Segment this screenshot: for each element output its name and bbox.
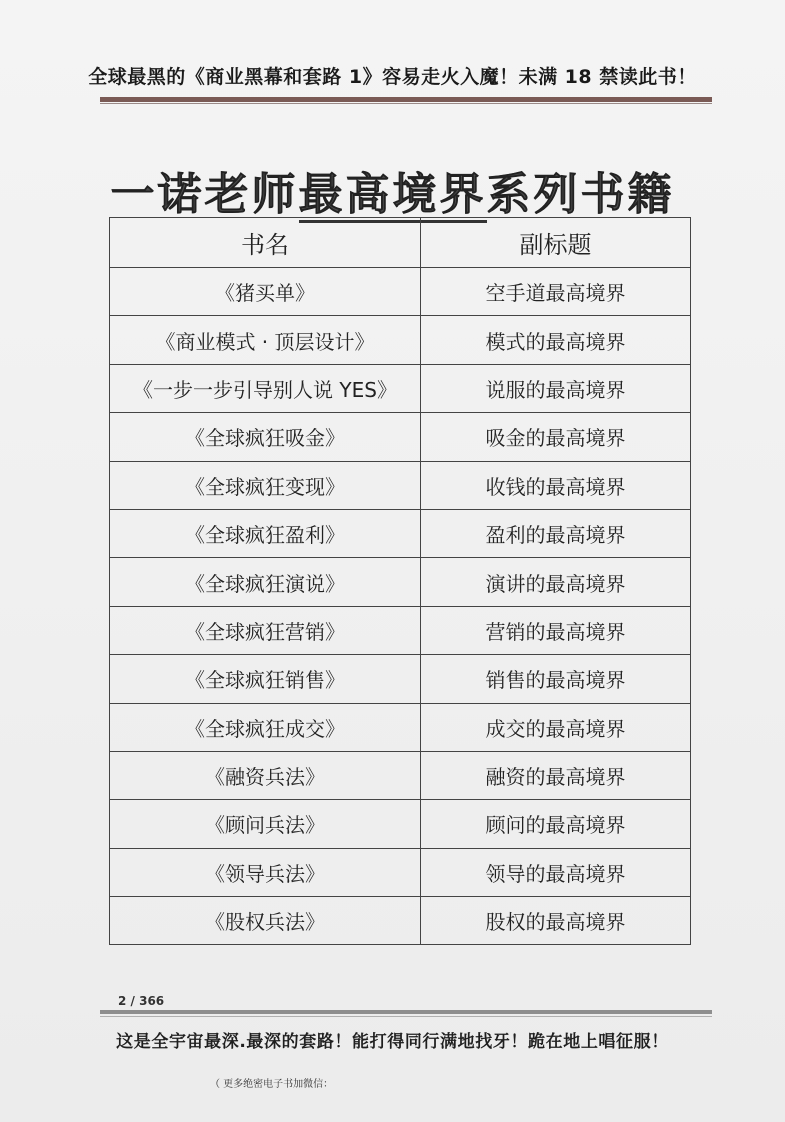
book-name-cell: 《顾问兵法》 <box>110 800 421 848</box>
table-row <box>110 558 691 606</box>
book-name-cell: 《一步一步引导别人说 YES》 <box>110 364 421 412</box>
table-row <box>110 897 691 945</box>
subtitle-cell: 顾问的最高境界 <box>421 800 691 848</box>
subtitle-cell: 营销的最高境界 <box>421 606 691 654</box>
book-name-cell: 《全球疯狂销售》 <box>110 655 421 703</box>
table-header-row <box>110 218 691 268</box>
table-row <box>110 751 691 799</box>
subtitle-cell: 收钱的最高境界 <box>421 461 691 509</box>
footer-note: （ 更多绝密电子书加微信： <box>210 1079 334 1090</box>
subtitle-cell: 成交的最高境界 <box>421 703 691 751</box>
subtitle-cell: 说服的最高境界 <box>421 364 691 412</box>
footer-divider <box>100 1010 712 1014</box>
subtitle-cell: 吸金的最高境界 <box>421 413 691 461</box>
table-row <box>110 364 691 412</box>
header-book-name: 书名 <box>110 218 421 268</box>
table-row <box>110 703 691 751</box>
table-row <box>110 461 691 509</box>
book-name-cell: 《全球疯狂吸金》 <box>110 413 421 461</box>
book-name-cell: 《全球疯狂盈利》 <box>110 509 421 557</box>
book-name-cell: 《融资兵法》 <box>110 751 421 799</box>
subtitle-cell: 演讲的最高境界 <box>421 558 691 606</box>
page-indicator: 2 / 366 <box>118 994 165 1008</box>
subtitle-cell: 销售的最高境界 <box>421 655 691 703</box>
book-name-cell: 《全球疯狂营销》 <box>110 606 421 654</box>
book-name-cell: 《领导兵法》 <box>110 848 421 896</box>
book-name-cell: 《商业模式 · 顶层设计》 <box>110 316 421 364</box>
footer-slogan: 这是全宇宙最深.最深的套路！能打得同行满地找牙！跪在地上唱征服！ <box>116 1032 669 1052</box>
book-name-cell: 《全球疯狂演说》 <box>110 558 421 606</box>
table-row <box>110 655 691 703</box>
subtitle-cell: 领导的最高境界 <box>421 848 691 896</box>
title-prefix: 一诺老师 <box>110 169 299 220</box>
table-row <box>110 316 691 364</box>
header-divider <box>100 97 712 102</box>
title-suffix: 系列书籍 <box>486 169 675 220</box>
book-name-cell: 《全球疯狂变现》 <box>110 461 421 509</box>
table-row <box>110 509 691 557</box>
table-row <box>110 606 691 654</box>
book-name-cell: 《猪买单》 <box>110 268 421 316</box>
subtitle-cell: 模式的最高境界 <box>421 316 691 364</box>
table-row <box>110 268 691 316</box>
subtitle-cell: 空手道最高境界 <box>421 268 691 316</box>
header-subtitle: 副标题 <box>421 218 691 268</box>
subtitle-cell: 盈利的最高境界 <box>421 509 691 557</box>
header-divider-thin <box>100 103 712 104</box>
footer-divider-thin <box>100 1016 712 1017</box>
subtitle-cell: 股权的最高境界 <box>421 897 691 945</box>
title-highlight: 最高境界 <box>299 169 487 223</box>
book-name-cell: 《股权兵法》 <box>110 897 421 945</box>
subtitle-cell: 融资的最高境界 <box>421 751 691 799</box>
book-table <box>109 217 691 945</box>
table-row <box>110 800 691 848</box>
book-name-cell: 《全球疯狂成交》 <box>110 703 421 751</box>
top-banner: 全球最黑的《商业黑幕和套路 1》容易走火入魔！未满 18 禁读此书！ <box>88 66 697 88</box>
table-row <box>110 413 691 461</box>
page-title <box>0 158 785 222</box>
table-row <box>110 848 691 896</box>
